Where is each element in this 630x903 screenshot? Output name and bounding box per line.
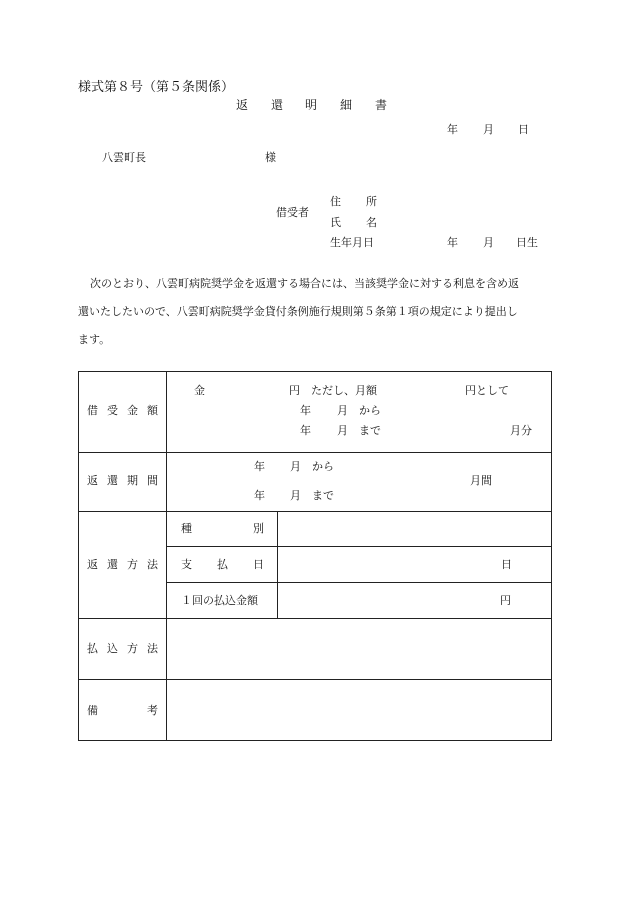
loan-from-month: 月 xyxy=(337,404,348,417)
label-char: 考 xyxy=(147,704,158,717)
label-char: 間 xyxy=(147,474,158,487)
installment-label: １回の払込金額 xyxy=(181,594,258,607)
installment-unit: 円 xyxy=(500,594,511,607)
period-to-made: まで xyxy=(312,489,334,502)
row-divider xyxy=(79,618,551,619)
loan-kin: 金 xyxy=(194,384,205,397)
label-char: 期 xyxy=(127,474,138,487)
label-char: 返 xyxy=(87,474,98,487)
label-char: 受 xyxy=(107,404,118,417)
borrower-label: 借受者 xyxy=(276,206,309,219)
payday-label-char: 日 xyxy=(253,558,264,571)
body-line: ます。 xyxy=(78,333,111,346)
birth-month: 月 xyxy=(483,236,494,249)
address-label-char: 所 xyxy=(366,195,377,208)
body-line: 還いたしたいので、八雲町病院奨学金貸付条例施行規則第５条第１項の規定により提出し xyxy=(78,305,518,318)
period-to-month: 月 xyxy=(290,489,301,502)
repayment-table xyxy=(78,371,552,741)
addressee-honorific: 様 xyxy=(265,151,276,164)
label-char: 法 xyxy=(147,642,158,655)
row-divider xyxy=(166,582,551,583)
form-number: 様式第８号（第５条関係） xyxy=(78,80,235,95)
addressee-name: 八雲町長 xyxy=(102,151,146,164)
label-char: 払 xyxy=(87,642,98,655)
period-to-year: 年 xyxy=(254,489,265,502)
column-divider xyxy=(277,511,278,618)
title-char: 返 xyxy=(236,98,249,112)
birth-year: 年 xyxy=(447,236,458,249)
label-char: 額 xyxy=(147,404,158,417)
loan-to-month: 月 xyxy=(337,424,348,437)
loan-to-made: まで xyxy=(359,424,381,437)
date-month: 月 xyxy=(483,123,494,136)
loan-getsubun: 月分 xyxy=(510,424,532,437)
row-divider xyxy=(79,511,551,512)
type-label-char: 種 xyxy=(181,522,192,535)
payday-label-char: 払 xyxy=(217,558,228,571)
payday-unit: 日 xyxy=(501,558,512,571)
row-divider xyxy=(79,679,551,680)
title-char: 書 xyxy=(375,98,388,112)
row-divider xyxy=(79,452,551,453)
label-char: 法 xyxy=(147,558,158,571)
loan-from-year: 年 xyxy=(300,404,311,417)
type-label-char: 別 xyxy=(253,522,264,535)
period-months-unit: 月間 xyxy=(470,474,492,487)
period-from-month: 月 xyxy=(290,460,301,473)
row-divider xyxy=(166,546,551,547)
label-char: 方 xyxy=(127,642,138,655)
label-char: 金 xyxy=(127,404,138,417)
birth-day: 日生 xyxy=(516,236,538,249)
label-char: 方 xyxy=(127,558,138,571)
name-label-char: 名 xyxy=(366,216,377,229)
period-from-kara: から xyxy=(312,460,334,473)
period-from-year: 年 xyxy=(254,460,265,473)
name-label-char: 氏 xyxy=(330,216,341,229)
loan-to-year: 年 xyxy=(300,424,311,437)
loan-monthly-label: 円 ただし、月額 xyxy=(289,384,377,397)
body-line: 次のとおり、八雲町病院奨学金を返還する場合には、当該奨学金に対する利息を含め返 xyxy=(90,277,519,290)
label-char: 還 xyxy=(107,474,118,487)
label-char: 借 xyxy=(87,404,98,417)
label-char: 込 xyxy=(107,642,118,655)
label-char: 返 xyxy=(87,558,98,571)
label-char: 備 xyxy=(87,704,98,717)
date-day: 日 xyxy=(518,123,529,136)
address-label-char: 住 xyxy=(330,195,341,208)
title-char: 細 xyxy=(340,98,353,112)
label-char: 還 xyxy=(107,558,118,571)
title-char: 還 xyxy=(271,98,284,112)
birth-date-label: 生年月日 xyxy=(330,236,374,249)
payday-label-char: 支 xyxy=(181,558,192,571)
title-char: 明 xyxy=(305,98,318,112)
date-year: 年 xyxy=(447,123,458,136)
loan-from-kara: から xyxy=(359,404,381,417)
column-divider xyxy=(166,372,167,740)
loan-monthly-unit: 円として xyxy=(465,384,509,397)
